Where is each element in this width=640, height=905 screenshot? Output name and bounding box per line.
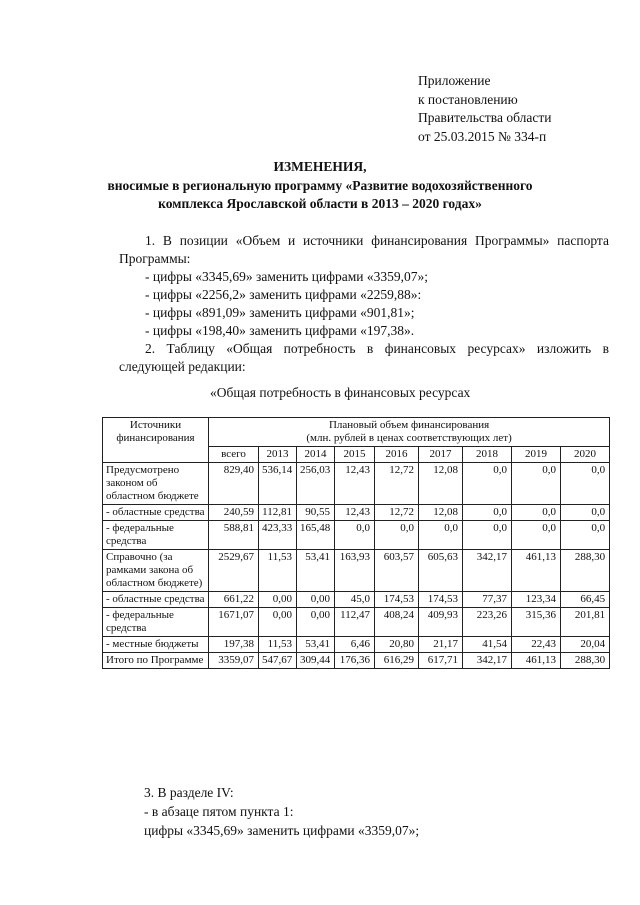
table-cell: 45,0 (335, 592, 375, 608)
table-cell: 0,0 (512, 505, 561, 521)
table-cell: 53,41 (297, 550, 335, 592)
table-cell: 0,0 (561, 463, 610, 505)
table-cell: 6,46 (335, 637, 375, 653)
column-header: 2016 (375, 447, 419, 463)
table-cell: 3359,07 (209, 653, 259, 669)
column-header: 2014 (297, 447, 335, 463)
table-cell: 223,26 (463, 608, 512, 637)
table-cell: 163,93 (335, 550, 375, 592)
table-header-plan (209, 418, 610, 447)
table-cell: 0,00 (297, 592, 335, 608)
row-label: Итого по Программе (103, 653, 209, 669)
table-cell: 616,29 (375, 653, 419, 669)
table-cell: 240,59 (209, 505, 259, 521)
table-row (103, 637, 610, 653)
table-cell: 11,53 (259, 637, 297, 653)
appendix-line: от 25.03.2015 № 334-п (418, 128, 547, 144)
appendix-line: Приложение (418, 73, 491, 88)
table-cell: 12,43 (335, 505, 375, 521)
table-cell: 53,41 (297, 637, 335, 653)
table-cell: 0,0 (561, 505, 610, 521)
column-header: всего (209, 447, 259, 463)
table-cell: 12,08 (419, 463, 463, 505)
document-subtitle-line: вносимые в региональную программу «Развитие водохозяйственного (107, 178, 533, 193)
table-cell: 11,53 (259, 550, 297, 592)
table-cell: 408,24 (375, 608, 419, 637)
table-cell: 41,54 (463, 637, 512, 653)
row-label: - областные средства (103, 505, 209, 521)
table-cell: 12,72 (375, 505, 419, 521)
column-header: 2019 (512, 447, 561, 463)
table-body (103, 463, 610, 669)
table-cell: 0,00 (297, 608, 335, 637)
table-cell: 288,30 (561, 550, 610, 592)
table-cell: 409,93 (419, 608, 463, 637)
table-cell: 201,81 (561, 608, 610, 637)
table-cell: 617,71 (419, 653, 463, 669)
table-cell: 423,33 (259, 521, 297, 550)
document-subtitle-line: комплекса Ярославской области в 2013 – 2020 годах» (158, 196, 482, 211)
row-label: Справочно (за рамками закона об областном бюджете) (103, 550, 209, 592)
section-1-item: - цифры «3345,69» заменить цифрами «3359,07»; (145, 269, 428, 284)
row-label: - областные средства (103, 592, 209, 608)
table-row (103, 463, 610, 505)
column-header: 2017 (419, 447, 463, 463)
section-1 (119, 232, 609, 376)
table-row (103, 521, 610, 550)
table-cell: 0,0 (419, 521, 463, 550)
table-cell: 165,48 (297, 521, 335, 550)
table-cell: 0,0 (375, 521, 419, 550)
table-cell: 112,81 (259, 505, 297, 521)
table-cell: 197,38 (209, 637, 259, 653)
table-cell: 0,0 (335, 521, 375, 550)
table-cell: 123,34 (512, 592, 561, 608)
table-cell: 0,0 (512, 521, 561, 550)
plan-header-line: Плановый объем финансирования (328, 419, 490, 431)
table-cell: 174,53 (375, 592, 419, 608)
table-row (103, 608, 610, 637)
table-cell: 66,45 (561, 592, 610, 608)
table-header-row (103, 418, 610, 447)
table-cell: 315,36 (512, 608, 561, 637)
table-cell: 661,22 (209, 592, 259, 608)
table-cell: 588,81 (209, 521, 259, 550)
table-cell: 605,63 (419, 550, 463, 592)
table-cell: 342,17 (463, 653, 512, 669)
row-label: - федеральные средства (103, 521, 209, 550)
table-cell: 90,55 (297, 505, 335, 521)
document-title: ИЗМЕНЕНИЯ, (273, 159, 367, 174)
table-cell: 176,36 (335, 653, 375, 669)
table-cell: 461,13 (512, 653, 561, 669)
table-cell: 547,67 (259, 653, 297, 669)
appendix-line: Правительства области (418, 110, 552, 125)
table-cell: 0,0 (463, 521, 512, 550)
table-cell: 2529,67 (209, 550, 259, 592)
table-cell: 342,17 (463, 550, 512, 592)
column-header: 2018 (463, 447, 512, 463)
table-row (103, 653, 610, 669)
table-cell: 22,43 (512, 637, 561, 653)
appendix-line: к постановлению (418, 91, 518, 107)
row-label: - местные бюджеты (103, 637, 209, 653)
table-header-sources: Источники финансирования (103, 418, 209, 463)
table-caption: «Общая потребность в финансовых ресурсах (210, 385, 471, 400)
table-cell: 174,53 (419, 592, 463, 608)
plan-header-line: (млн. рублей в ценах соответствующих лет) (306, 432, 512, 444)
section-1-item: - цифры «198,40» заменить цифрами «197,38». (145, 323, 415, 338)
column-header: 2013 (259, 447, 297, 463)
table-cell: 288,30 (561, 653, 610, 669)
financing-table (102, 417, 610, 669)
column-header: 2015 (335, 447, 375, 463)
table-row (103, 505, 610, 521)
table-cell: 0,0 (463, 505, 512, 521)
table-cell: 309,44 (297, 653, 335, 669)
table-cell: 0,00 (259, 608, 297, 637)
table-cell: 603,57 (375, 550, 419, 592)
section-1-item: - цифры «2256,2» заменить цифрами «2259,88»: (145, 287, 422, 302)
table-cell: 20,80 (375, 637, 419, 653)
table-cell: 0,00 (259, 592, 297, 608)
table-cell: 12,08 (419, 505, 463, 521)
table-cell: 461,13 (512, 550, 561, 592)
table-cell: 256,03 (297, 463, 335, 505)
table-cell: 829,40 (209, 463, 259, 505)
column-header: 2020 (561, 447, 610, 463)
table-cell: 21,17 (419, 637, 463, 653)
section-1-item: - цифры «891,09» заменить цифрами «901,81»; (145, 305, 415, 320)
section-1-intro: 1. В позиции «Объем и источники финансирования Программы» паспорта Программы: (119, 233, 609, 266)
table-cell: 12,72 (375, 463, 419, 505)
table-cell: 0,0 (561, 521, 610, 550)
table-cell: 112,47 (335, 608, 375, 637)
table-cell: 536,14 (259, 463, 297, 505)
table-cell: 20,04 (561, 637, 610, 653)
table-cell: 12,43 (335, 463, 375, 505)
section-3-line: цифры «3345,69» заменить цифрами «3359,07»; (144, 823, 420, 838)
table-cell: 0,0 (512, 463, 561, 505)
table-cell: 0,0 (463, 463, 512, 505)
section-3-heading: 3. В разделе IV: (144, 785, 234, 800)
section-2-text: 2. Таблицу «Общая потребность в финансовых ресурсах» изложить в следующей редакции: (119, 341, 609, 374)
row-label: - федеральные средства (103, 608, 209, 637)
appendix-header (418, 72, 551, 146)
section-3-line: - в абзаце пятом пункта 1: (144, 804, 294, 819)
table-cell: 1671,07 (209, 608, 259, 637)
row-label: Предусмотрено законом об областном бюджете (103, 463, 209, 505)
table-row (103, 592, 610, 608)
table-row (103, 550, 610, 592)
table-cell: 77,37 (463, 592, 512, 608)
